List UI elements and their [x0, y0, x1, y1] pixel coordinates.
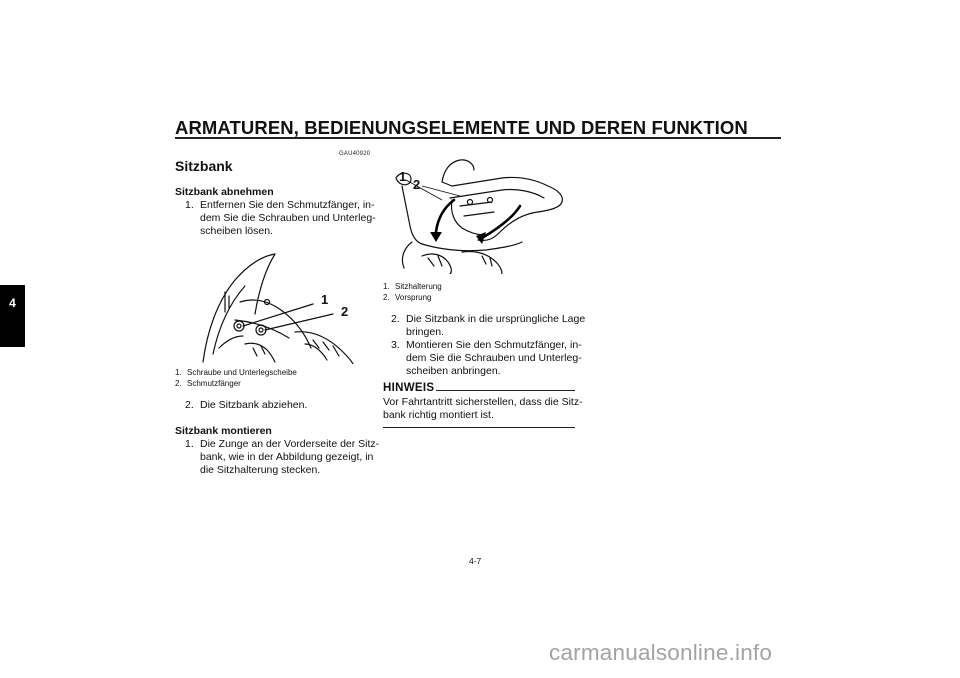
- header-rule: [175, 137, 781, 139]
- section-code: GAU40920: [339, 151, 371, 157]
- section-title: Sitzbank: [175, 158, 233, 174]
- page-header-title: ARMATUREN, BEDIENUNGSELEMENTE UND DEREN FUNKTION: [175, 117, 748, 138]
- step-number: 3.: [391, 339, 400, 351]
- step-text-line: Die Zunge an der Vorderseite der Sitz-: [200, 438, 380, 450]
- figure2-caption-1: [383, 281, 442, 292]
- step-text-line: scheiben anbringen.: [406, 365, 501, 377]
- install-step-1: [185, 438, 385, 478]
- step-text-line: dem Sie die Schrauben und Unterleg-: [406, 352, 582, 364]
- step-text-line: bank, wie in der Abbildung gezeigt, in: [200, 451, 374, 463]
- caption-text: Sitzhalterung: [395, 282, 442, 291]
- note-line: Vor Fahrtantritt sicherstellen, dass die Sitz-: [383, 396, 583, 408]
- figure-seat-screws: [195, 252, 365, 364]
- figure1-label-1: 1: [321, 292, 329, 307]
- caption-text: Schraube und Unterlegscheibe: [187, 368, 297, 377]
- watermark[interactable]: carmanualsonline.info: [549, 640, 773, 665]
- remove-step-2: [185, 399, 385, 413]
- note-heading-rule: [436, 390, 575, 391]
- figure2-label-2: 2: [413, 177, 421, 192]
- caption-text: Schmutzfänger: [187, 379, 241, 388]
- step-text-line: Entfernen Sie den Schmutzfänger, in-: [200, 199, 375, 211]
- remove-heading: Sitzbank abnehmen: [175, 186, 274, 198]
- install-step-2: [391, 313, 591, 341]
- figure1-caption-2: [175, 378, 241, 389]
- note-bottom-rule: [383, 427, 575, 428]
- caption-number: 2.: [383, 293, 390, 302]
- caption-number: 2.: [175, 379, 182, 388]
- step-text-line: scheiben lösen.: [200, 225, 273, 237]
- step-text-line: die Sitzhalterung stecken.: [200, 464, 321, 476]
- caption-number: 1.: [175, 368, 182, 377]
- page-number: 4-7: [469, 556, 482, 566]
- note-heading: HINWEIS: [383, 382, 435, 394]
- step-text-line: bringen.: [406, 326, 444, 338]
- figure1-label-2: 2: [341, 304, 349, 319]
- figure-seat-holder: [382, 156, 574, 274]
- step-text-line: dem Sie die Schrauben und Unterleg-: [200, 212, 376, 224]
- figure2-caption-2: [383, 292, 431, 303]
- caption-text: Vorsprung: [395, 293, 432, 302]
- step-text-line: Die Sitzbank abziehen.: [200, 399, 308, 411]
- step-text-line: Die Sitzbank in die ursprüngliche Lage: [406, 313, 586, 325]
- figure2-label-1: 1: [399, 169, 407, 184]
- chapter-tab[interactable]: 4: [0, 285, 25, 347]
- step-number: 1.: [185, 438, 194, 450]
- step-number: 1.: [185, 199, 194, 211]
- install-heading: Sitzbank montieren: [175, 425, 272, 437]
- step-text-line: Montieren Sie den Schmutzfänger, in-: [406, 339, 582, 351]
- step-number: 2.: [391, 313, 400, 325]
- step-number: 2.: [185, 399, 194, 411]
- remove-step-1: [185, 199, 385, 239]
- install-step-3: [391, 339, 591, 379]
- caption-number: 1.: [383, 282, 390, 291]
- note-line: bank richtig montiert ist.: [383, 409, 494, 421]
- figure1-caption-1: [175, 367, 297, 378]
